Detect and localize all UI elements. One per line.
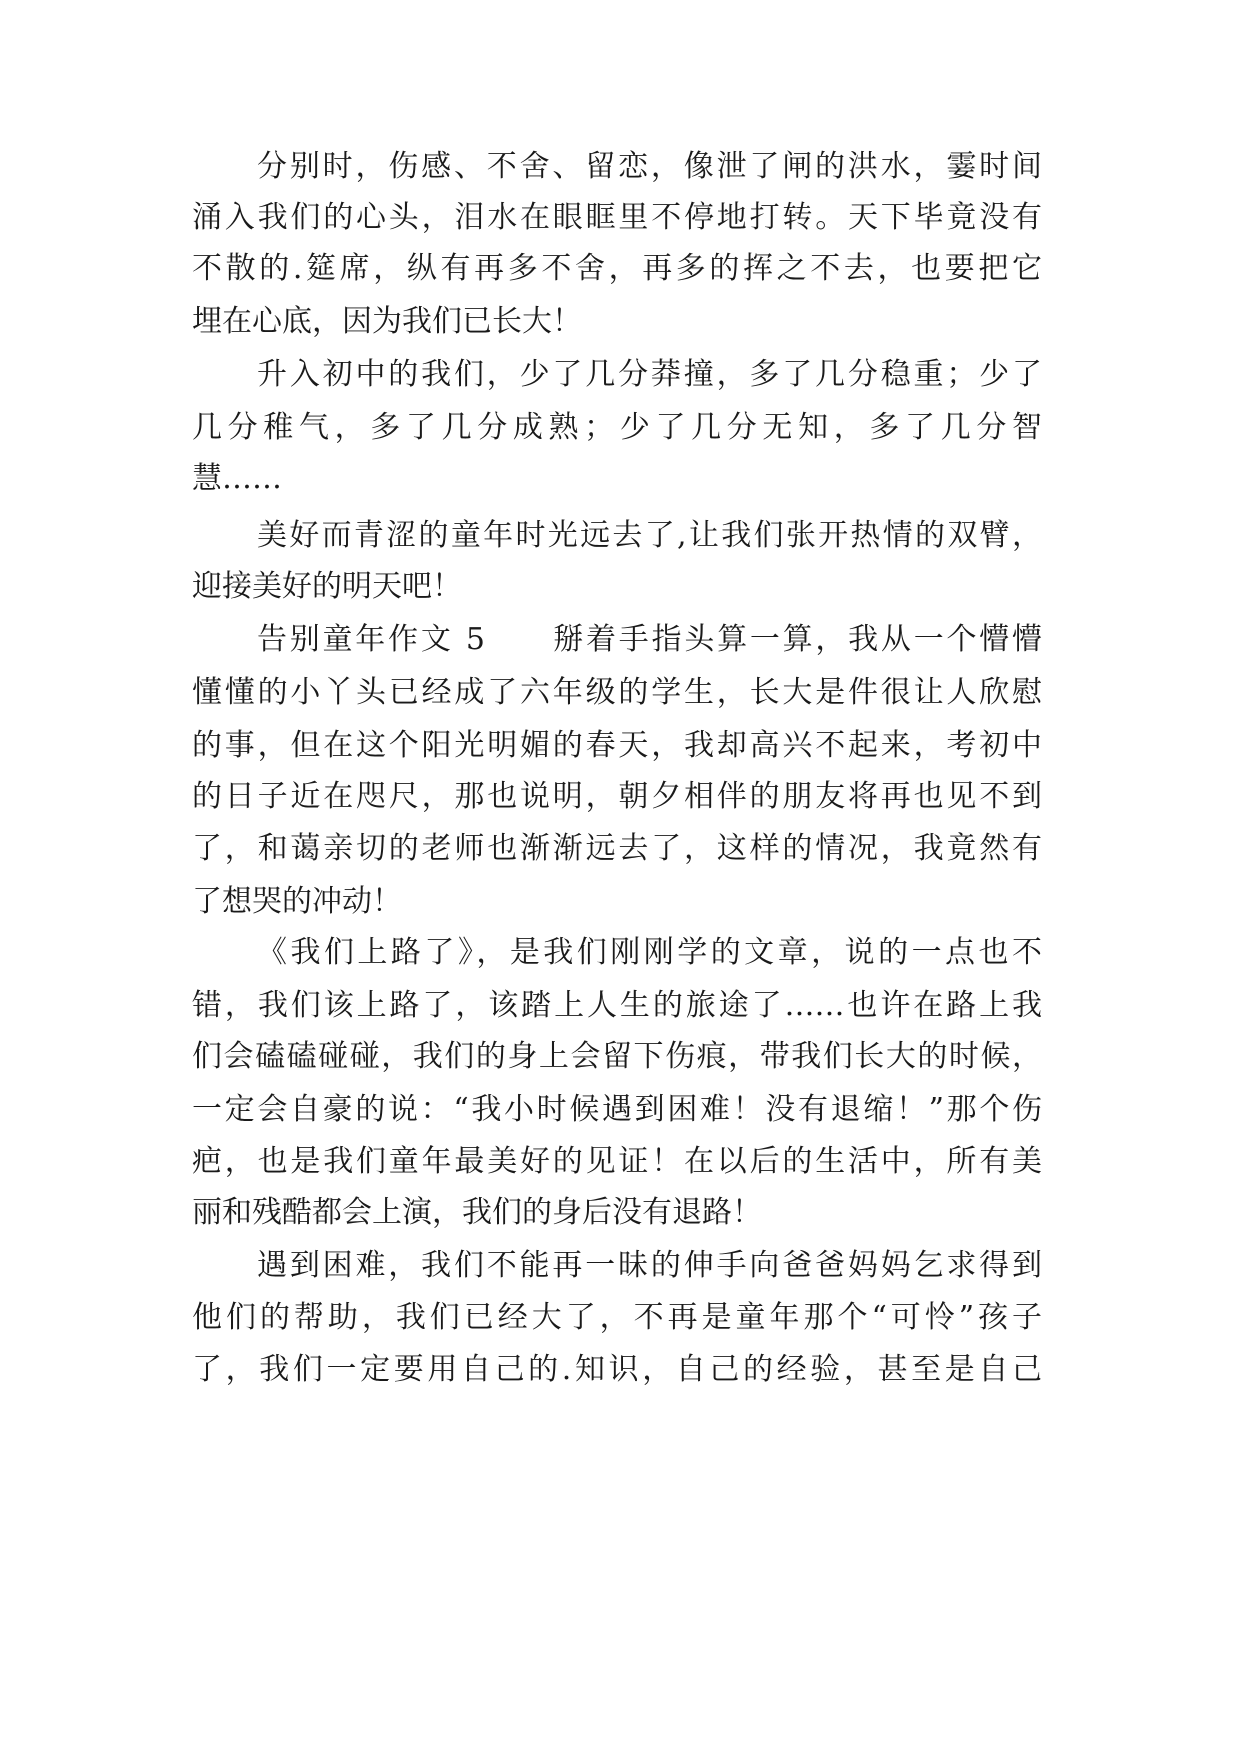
text-line: 疤，也是我们童年最美好的见证！在以后的生活中，所有美 bbox=[192, 1144, 1042, 1179]
text-line: 了想哭的冲动！ bbox=[192, 884, 402, 919]
text-line: 慧…… bbox=[192, 461, 282, 496]
text-line: 了，我们一定要用自己的.知识，自己的经验，甚至是自己 bbox=[192, 1352, 1042, 1387]
text-line: 丽和残酷都会上演，我们的身后没有退路！ bbox=[192, 1195, 762, 1230]
text-line: 懂懂的小丫头已经成了六年级的学生，长大是件很让人欣慰 bbox=[192, 675, 1042, 710]
text-line: 迎接美好的明天吧！ bbox=[192, 569, 462, 604]
text-line: 几分稚气，多了几分成熟；少了几分无知，多了几分智 bbox=[192, 410, 1042, 445]
text-line: 涌入我们的心头，泪水在眼眶里不停地打转。天下毕竟没有 bbox=[192, 200, 1042, 235]
text-line: 升入初中的我们，少了几分莽撞，多了几分稳重；少了 bbox=[257, 357, 1042, 392]
text-line: 的事，但在这个阳光明媚的春天，我却高兴不起来，考初中 bbox=[192, 728, 1042, 763]
text-line: 分别时，伤感、不舍、留恋，像泄了闸的洪水，霎时间 bbox=[257, 149, 1042, 184]
text-line: 们会磕磕碰碰，我们的身上会留下伤痕，带我们长大的时候， bbox=[192, 1039, 1042, 1074]
text-line: 美好而青涩的童年时光远去了,让我们张开热情的双臂， bbox=[257, 518, 1042, 553]
text-line: 《我们上路了》，是我们刚刚学的文章，说的一点也不 bbox=[257, 935, 1042, 970]
text-line: 错，我们该上路了，该踏上人生的旅途了……也许在路上我 bbox=[192, 988, 1042, 1023]
text-line: 他们的帮助，我们已经大了，不再是童年那个“可怜”孩子 bbox=[192, 1300, 1042, 1335]
text-line: 遇到困难，我们不能再一昧的伸手向爸爸妈妈乞求得到 bbox=[257, 1248, 1042, 1283]
text-line: 不散的.筵席，纵有再多不舍，再多的挥之不去，也要把它 bbox=[192, 251, 1042, 286]
text-line: 一定会自豪的说：“我小时候遇到困难！没有退缩！”那个伤 bbox=[192, 1092, 1042, 1127]
text-line: 的日子近在咫尺，那也说明，朝夕相伴的朋友将再也见不到 bbox=[192, 779, 1042, 814]
text-line: 了，和蔼亲切的老师也渐渐远去了，这样的情况，我竟然有 bbox=[192, 831, 1042, 866]
text-line: 告别童年作文 5 掰着手指头算一算，我从一个懵懵 bbox=[257, 622, 1042, 657]
text-line: 埋在心底，因为我们已长大！ bbox=[192, 304, 582, 339]
